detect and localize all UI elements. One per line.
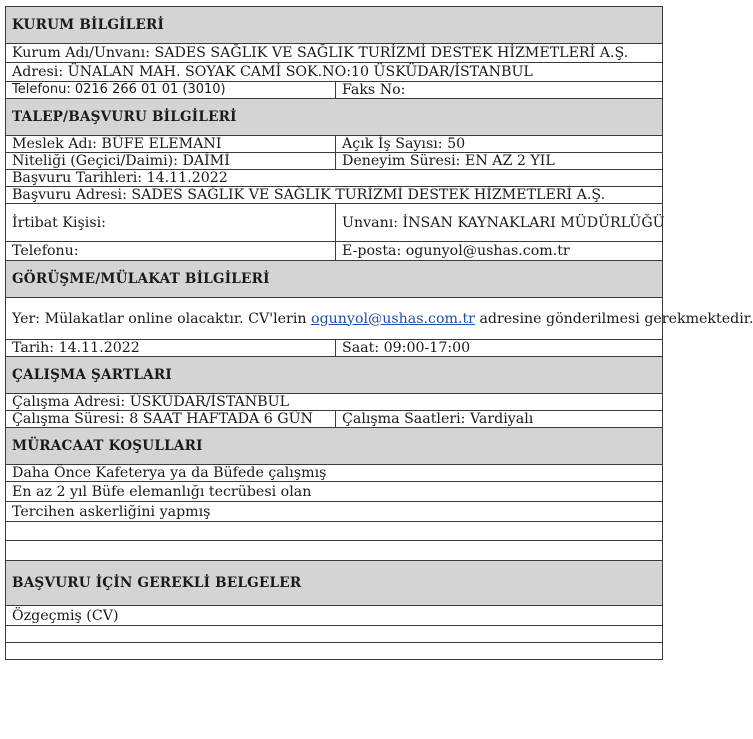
gorusme-saat: Saat: 09:00-17:00 bbox=[336, 340, 663, 357]
muracaat-item-empty bbox=[6, 541, 663, 561]
calisma-adres: Çalışma Adresi: ÜSKÜDAR/İSTANBUL bbox=[6, 394, 663, 411]
muracaat-item: Tercihen askerliğini yapmış bbox=[6, 502, 663, 522]
talep-unvan: Unvanı: İNSAN KAYNAKLARI MÜDÜRLÜĞÜ bbox=[336, 204, 663, 242]
gorusme-yer bbox=[6, 298, 753, 340]
gorusme-email-link[interactable]: ogunyol@ushas.com.tr bbox=[311, 310, 475, 327]
gorusme-yer-prefix: Yer: Mülakatlar online olacaktır. CV'lerin bbox=[12, 310, 312, 327]
section-kurum-title: KURUM BİLGİLERİ bbox=[6, 7, 663, 44]
belgeler-item: Özgeçmiş (CV) bbox=[6, 606, 663, 626]
belgeler-item-empty bbox=[6, 643, 663, 660]
kurum-telefon: Telefonu: 0216 266 01 01 (3010) bbox=[6, 82, 336, 99]
muracaat-item: Daha Önce Kafeterya ya da Büfede çalışmış bbox=[6, 465, 663, 482]
section-talep-title: TALEP/BAŞVURU BİLGİLERİ bbox=[6, 99, 663, 136]
section-muracaat-title: MÜRACAAT KOŞULLARI bbox=[6, 428, 663, 465]
kurum-adi: Kurum Adı/Unvanı: SADES SAĞLIK VE SAĞLIK TURİZMİ DESTEK HİZMETLERİ A.Ş. bbox=[6, 44, 663, 63]
section-calisma-title: ÇALIŞMA ŞARTLARI bbox=[6, 357, 663, 394]
talep-eposta: E-posta: ogunyol@ushas.com.tr bbox=[336, 242, 663, 261]
section-gorusme-title: GÖRÜŞME/MÜLAKAT BİLGİLERİ bbox=[6, 261, 663, 298]
muracaat-item-empty bbox=[6, 522, 663, 541]
talep-meslek: Meslek Adı: BÜFE ELEMANI bbox=[6, 136, 336, 153]
belgeler-item-empty bbox=[6, 626, 663, 643]
job-posting-form bbox=[5, 6, 753, 660]
talep-deneyim: Deneyim Süresi: EN AZ 2 YIL bbox=[336, 153, 663, 170]
talep-telefon: Telefonu: bbox=[6, 242, 336, 261]
kurum-faks: Faks No: bbox=[336, 82, 663, 99]
talep-irtibat: İrtibat Kişisi: bbox=[6, 204, 336, 242]
calisma-saatler: Çalışma Saatleri: Vardiyalı bbox=[336, 411, 663, 428]
talep-acik-is: Açık İş Sayısı: 50 bbox=[336, 136, 663, 153]
talep-tarih: Başvuru Tarihleri: 14.11.2022 bbox=[6, 170, 663, 187]
section-belgeler-title: BAŞVURU İÇİN GEREKLİ BELGELER bbox=[6, 561, 663, 606]
gorusme-yer-suffix: adresine gönderilmesi gerekmektedir. bbox=[474, 310, 753, 327]
kurum-adres: Adresi: ÜNALAN MAH. SOYAK CAMİ SOK.NO:10 ÜSKÜDAR/İSTANBUL bbox=[6, 63, 663, 82]
talep-nitelik: Niteliği (Geçici/Daimi): DAİMİ bbox=[6, 153, 336, 170]
calisma-sure: Çalışma Süresi: 8 SAAT HAFTADA 6 GÜN bbox=[6, 411, 336, 428]
muracaat-item: En az 2 yıl Büfe elemanlığı tecrübesi olan bbox=[6, 482, 663, 502]
gorusme-tarih: Tarih: 14.11.2022 bbox=[6, 340, 336, 357]
talep-adres: Başvuru Adresi: SADES SAĞLIK VE SAĞLIK TURİZMİ DESTEK HİZMETLERİ A.Ş. bbox=[6, 187, 663, 204]
